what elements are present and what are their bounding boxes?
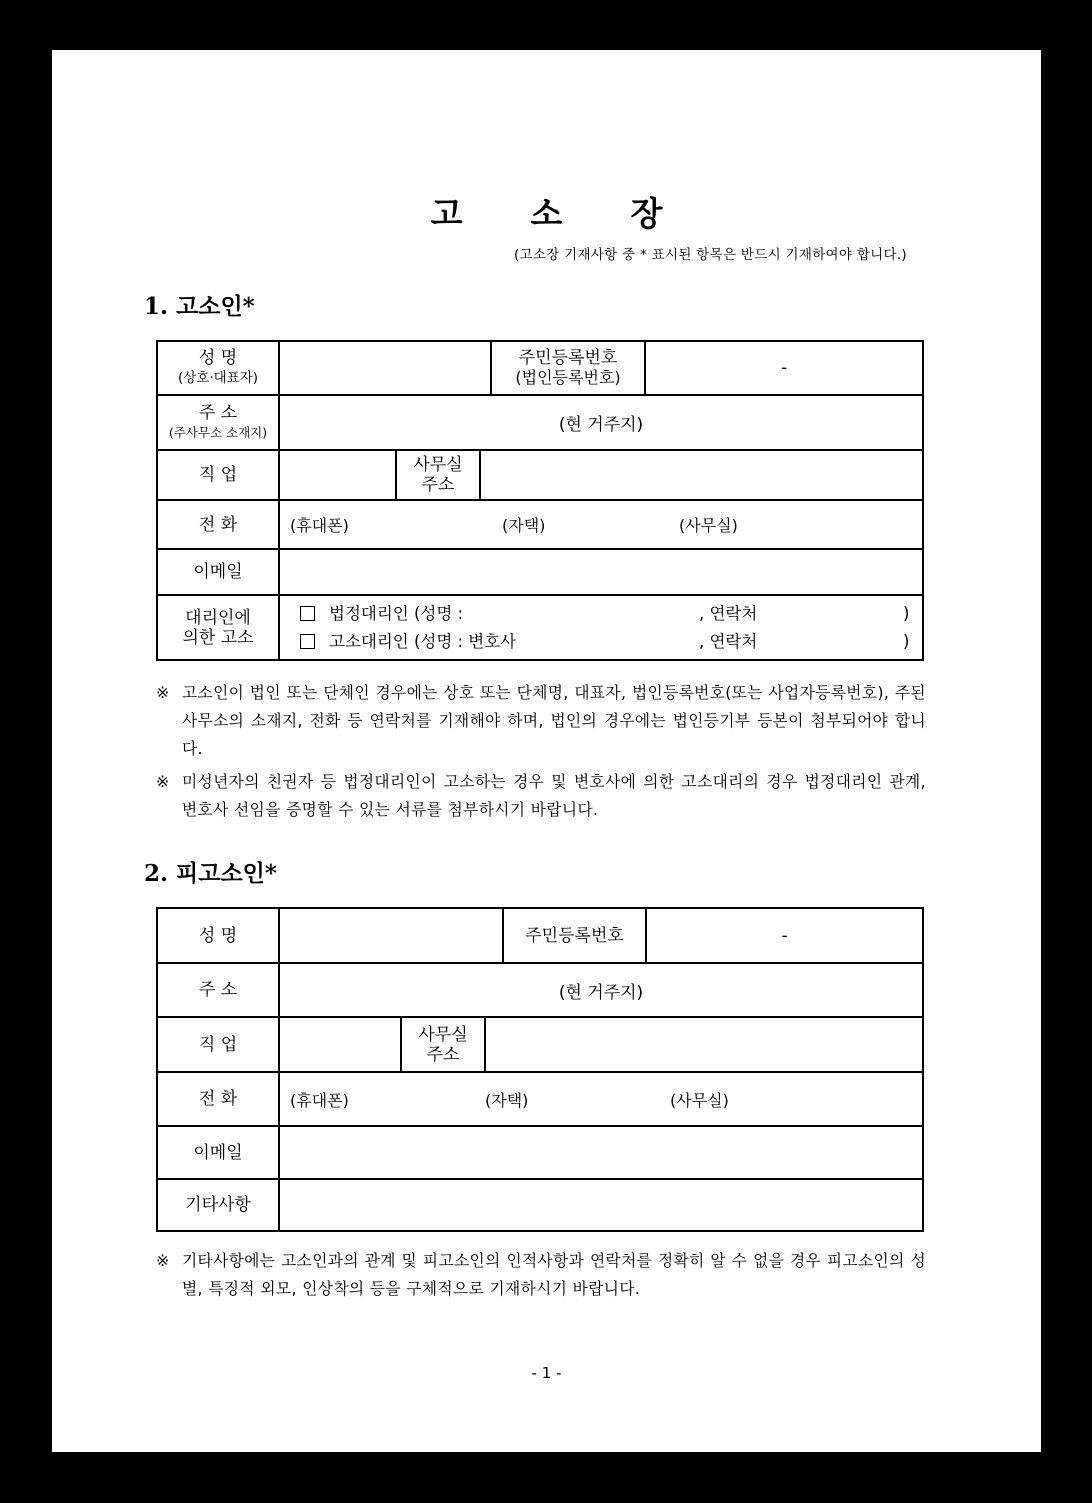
phone-field[interactable]: (휴대폰) (자택) (사무실) [279,1072,923,1126]
job-field[interactable] [279,450,396,500]
address-label: 주 소 (주사무소 소재지) [157,395,279,450]
reg-number-label: 주민등록번호 (법인등록번호) [491,341,645,395]
address-label: 주 소 [157,963,279,1017]
agent-label: 대리인에 의한 고소 [157,595,279,660]
name-label: 성 명 (상호·대표자) [157,341,279,395]
document-page [52,50,1041,1452]
email-field[interactable] [279,549,923,595]
checkbox-icon[interactable] [300,634,315,649]
note-item: ※ 기타사항에는 고소인과의 관계 및 피고소인의 인적사항과 연락처를 정확히 알 수 없을 경우 피고소인의 성별, 특징적 외모, 인상착의 등을 구체적으로 기재하시기 바랍니다. [156,1251,926,1298]
office-address-field[interactable] [485,1017,923,1072]
document-subtitle: (고소장 기재사항 중 * 표시된 항목은 반드시 기재하여야 합니다.) [513,247,907,263]
etc-field[interactable] [279,1179,923,1231]
reg-number-field[interactable]: - [646,908,923,963]
agent-field [279,595,923,660]
reg-number-label: 주민등록번호 [503,908,646,963]
defendant-table [156,907,924,1232]
complainant-notes [156,679,926,829]
address-field[interactable]: (현 거주지) [279,963,923,1017]
address-field[interactable]: (현 거주지) [279,395,923,450]
job-label: 직 업 [157,1017,279,1072]
phone-field[interactable]: (휴대폰) (자택) (사무실) [279,500,923,549]
name-label: 성 명 [157,908,279,963]
defendant-notes [156,1247,926,1308]
note-item: ※ 미성년자의 친권자 등 법정대리인이 고소하는 경우 및 변호사에 의한 고소대리의 경우 법정대리인 관계, 변호사 선임을 증명할 수 있는 서류를 첨부하시기 바랍니다. [156,772,926,819]
name-field[interactable] [279,341,491,395]
email-label: 이메일 [157,1126,279,1179]
lawyer-agent-line: 고소대리인 (성명 : 변호사 , 연락처 ) [300,628,922,656]
section-defendant-heading: 2. 피고소인* [144,860,277,887]
phone-label: 전 화 [157,1072,279,1126]
reg-number-field[interactable]: - [645,341,923,395]
phone-label: 전 화 [157,500,279,549]
legal-agent-line: 법정대리인 (성명 : , 연락처 ) [300,600,922,628]
section-complainant-heading: 1. 고소인* [144,293,255,320]
complainant-table [156,340,924,661]
email-label: 이메일 [157,549,279,595]
etc-label: 기타사항 [157,1179,279,1231]
checkbox-icon[interactable] [300,606,315,621]
job-field[interactable] [279,1017,401,1072]
page-number: - 1 - [531,1364,562,1382]
job-label: 직 업 [157,450,279,500]
note-item: ※ 고소인이 법인 또는 단체인 경우에는 상호 또는 단체명, 대표자, 법인등록번호(또는 사업자등록번호), 주된 사무소의 소재지, 전화 등 연락처를 기재해야 하며, 법인의 경우에는 법인등기부 등본이 첨부되어야 합니다. [156,683,926,758]
name-field[interactable] [279,908,503,963]
office-address-field[interactable] [480,450,923,500]
email-field[interactable] [279,1126,923,1179]
office-address-label: 사무실 주소 [396,450,480,500]
document-title: 고 소 장 [430,194,663,233]
office-address-label: 사무실 주소 [401,1017,485,1072]
